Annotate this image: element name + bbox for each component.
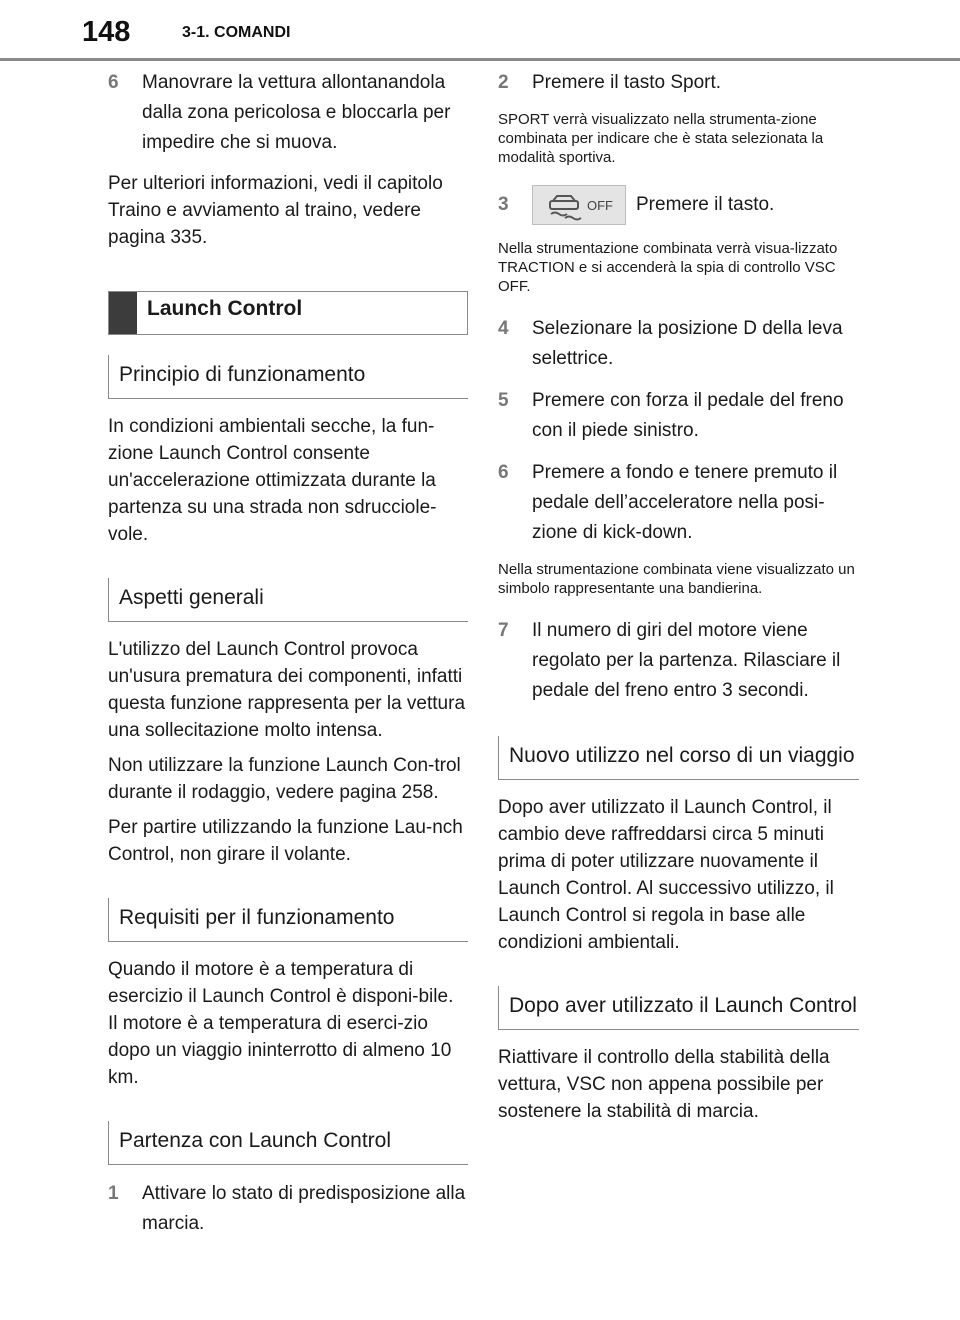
info-paragraph: Per ulteriori informazioni, vedi il capitolo Traino e avviamento al traino, vedere pagina 335. bbox=[108, 173, 443, 248]
step-number: 6 bbox=[498, 462, 509, 483]
step-number: 2 bbox=[498, 72, 509, 93]
step-2-note: SPORT verrà visualizzato nella strumenta-zione combinata per indicare che è stata selezionata la modalità sportiva. bbox=[498, 111, 824, 166]
step-3-note: Nella strumentazione combinata verrà visua-lizzato TRACTION e si accenderà la spia di controllo VSC OFF. bbox=[498, 240, 838, 295]
step-number: 1 bbox=[108, 1183, 119, 1204]
step-number: 5 bbox=[498, 390, 509, 411]
subheading-principio: Principio di funzionamento bbox=[108, 355, 468, 399]
page-header bbox=[0, 0, 960, 62]
principio-text: In condizioni ambientali secche, la fun-zione Launch Control consente un'accelerazione ottimizzata durante la partenza su una strada non sdrucciole-vole. bbox=[108, 416, 437, 545]
step-6-right bbox=[498, 458, 858, 548]
aspetti-text-1: L'utilizzo del Launch Control provoca un'usura prematura dei componenti, infatti questa funzione rappresenta per la vettura una sollecitazione molto intensa. bbox=[108, 639, 466, 741]
subheading-dopo-launch: Dopo aver utilizzato il Launch Control bbox=[498, 986, 859, 1030]
step-text: Premere con forza il pedale del freno con il piede sinistro. bbox=[532, 390, 844, 441]
aspetti-text-3: Per partire utilizzando la funzione Lau-nch Control, non girare il volante. bbox=[108, 817, 463, 865]
step-5 bbox=[498, 386, 858, 446]
step-number: 3 bbox=[498, 194, 509, 215]
section-heading bbox=[108, 291, 468, 335]
step-6-note: Nella strumentazione combinata viene visualizzato un simbolo rappresentante una bandierina. bbox=[498, 561, 855, 597]
aspetti-text-2: Non utilizzare la funzione Launch Con-trol durante il rodaggio, vedere pagina 258. bbox=[108, 755, 461, 803]
traction-off-icon bbox=[532, 185, 626, 225]
step-7 bbox=[498, 616, 858, 706]
step-text: Manovrare la vettura allontanandola dalla zona pericolosa e bloccarla per impedire che si muova. bbox=[142, 72, 451, 153]
right-column bbox=[498, 68, 858, 1133]
requisiti-text: Quando il motore è a temperatura di esercizio il Launch Control è disponi-bile. Il motore è a temperatura di eserci-zio dopo un viaggio ininterrotto di almeno 10 km. bbox=[108, 959, 454, 1088]
step-text: Premere il tasto. bbox=[636, 194, 775, 215]
step-4 bbox=[498, 314, 858, 374]
subheading-partenza: Partenza con Launch Control bbox=[108, 1121, 468, 1165]
dopo-launch-text: Riattivare il controllo della stabilità della vettura, VSC non appena possibile per sostenere la stabilità di marcia. bbox=[498, 1047, 830, 1122]
subheading-nuovo-utilizzo: Nuovo utilizzo nel corso di un viaggio bbox=[498, 736, 859, 780]
step-text: Premere a fondo e tenere premuto il pedale dell’acceleratore nella posi-zione di kick-down. bbox=[532, 462, 838, 543]
step-2 bbox=[498, 68, 858, 98]
step-number: 7 bbox=[498, 620, 509, 641]
step-text: Attivare lo stato di predisposizione alla marcia. bbox=[142, 1183, 466, 1234]
page-number: 148 bbox=[82, 16, 131, 48]
step-text: Premere il tasto Sport. bbox=[532, 72, 722, 93]
icon-label: OFF bbox=[587, 198, 613, 213]
section-title: Launch Control bbox=[147, 297, 303, 320]
step-6-left bbox=[108, 68, 468, 158]
subheading-aspetti: Aspetti generali bbox=[108, 578, 468, 622]
step-number: 6 bbox=[108, 72, 119, 93]
chapter-title: 3-1. COMANDI bbox=[182, 24, 291, 41]
step-text: Il numero di giri del motore viene regolato per la partenza. Rilasciare il pedale del freno entro 3 secondi. bbox=[532, 620, 841, 701]
step-text: Selezionare la posizione D della leva selettrice. bbox=[532, 318, 843, 369]
header-rule bbox=[0, 58, 960, 61]
step-number: 4 bbox=[498, 318, 509, 339]
subheading-requisiti: Requisiti per il funzionamento bbox=[108, 898, 468, 942]
section-marker bbox=[109, 292, 137, 334]
step-1 bbox=[108, 1179, 468, 1239]
step-3 bbox=[498, 185, 858, 225]
left-column bbox=[108, 68, 468, 1251]
nuovo-utilizzo-text: Dopo aver utilizzato il Launch Control, il cambio deve raffreddarsi circa 5 minuti prima di poter utilizzare nuovamente il Launch Control. Al successivo utilizzo, il Launch Control si regola in base alle condizioni ambientali. bbox=[498, 797, 834, 953]
